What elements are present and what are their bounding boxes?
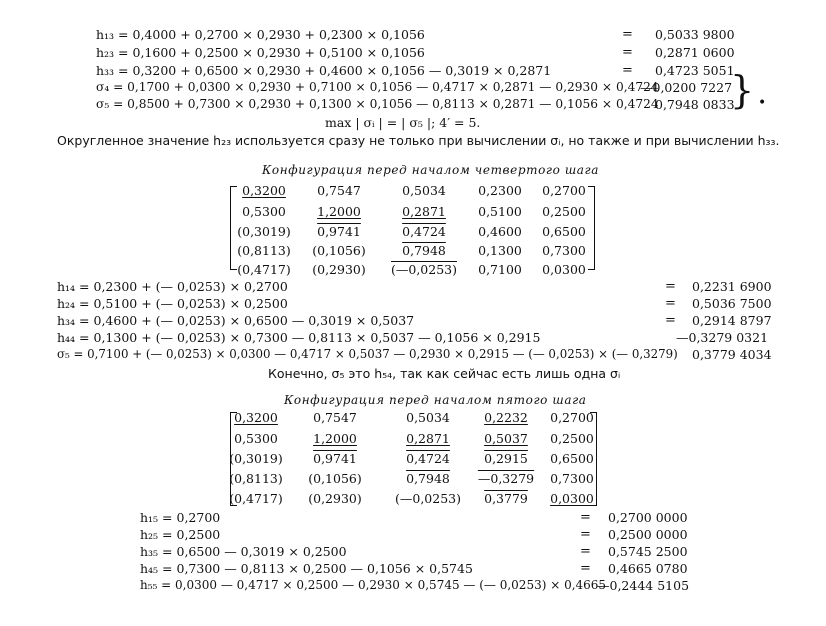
equation-value: 0,5745 2500	[608, 544, 688, 559]
matrix-cell: 0,3200	[242, 183, 286, 198]
equals-sign: =	[580, 510, 591, 525]
equation-value: 0,2231 6900	[692, 279, 772, 294]
equation-expr: h₁₅ = 0,2700	[140, 510, 221, 525]
matrix-cell: 0,2700	[542, 183, 586, 198]
equation-value: 0,5033 9800	[655, 27, 735, 42]
equation-expr: h₃₃ = 0,3200 + 0,6500 × 0,2930 + 0,4600 × 0,1056 — 0,3019 × 0,2871	[96, 63, 552, 78]
matrix-cell: 0,2232	[484, 410, 528, 425]
bullet-dot: •	[758, 95, 767, 111]
matrix-cell: 0,7100	[478, 262, 522, 277]
matrix-cell: 0,7547	[317, 183, 361, 198]
matrix-cell: 0,4600	[478, 224, 522, 239]
equation-value: 0,2914 8797	[692, 313, 772, 328]
matrix-cell: 0,2500	[550, 431, 594, 446]
matrix-cell: 0,9741	[313, 451, 357, 466]
matrix-cell: 1,2000	[317, 204, 361, 219]
equation-expr: h₂₅ = 0,2500	[140, 527, 221, 542]
equals-sign: =	[580, 544, 591, 559]
equals-sign: =	[622, 27, 633, 42]
matrix-cell: —0,3279	[477, 471, 535, 486]
equation-value: 0,5036 7500	[692, 296, 772, 311]
equals-sign: =	[665, 279, 676, 294]
max-line: max | σᵢ | = | σ₅ |; 4′ = 5.	[325, 115, 481, 130]
matrix-cell: 0,6500	[550, 451, 594, 466]
matrix-cell: (0,2930)	[312, 262, 366, 277]
matrix-cell: (0,8113)	[229, 471, 283, 486]
equation-expr: h₂₄ = 0,5100 + (— 0,0253) × 0,2500	[57, 296, 288, 311]
matrix-cell: (0,2930)	[308, 491, 362, 506]
matrix-cell: (0,1056)	[312, 243, 366, 258]
equation-value: 0,2700 0000	[608, 510, 688, 525]
matrix-cell: (0,4717)	[229, 491, 283, 506]
curly-brace: }	[730, 68, 755, 112]
matrix-cell: 0,2500	[542, 204, 586, 219]
matrix-cell: 0,7300	[550, 471, 594, 486]
matrix-cell: 0,9741	[317, 224, 361, 239]
equation-expr: h₂₃ = 0,1600 + 0,2500 × 0,2930 + 0,5100 × 0,1056	[96, 45, 425, 60]
equation-value: 0,2500 0000	[608, 527, 688, 542]
equation-expr: h₁₃ = 0,4000 + 0,2700 × 0,2930 + 0,2300 × 0,1056	[96, 27, 425, 42]
equation-expr: h₁₄ = 0,2300 + (— 0,0253) × 0,2700	[57, 279, 288, 294]
matrix-cell: 0,5034	[402, 183, 446, 198]
matrix-cell: (0,3019)	[229, 451, 283, 466]
equation-expr: h₃₄ = 0,4600 + (— 0,0253) × 0,6500 — 0,3019 × 0,5037	[57, 313, 415, 328]
matrix-cell: 0,2700	[550, 410, 594, 425]
equation-value: 0,4723 5051	[655, 63, 735, 78]
matrix-cell: 0,3200	[234, 410, 278, 425]
equation-expr: σ₅ = 0,7100 + (— 0,0253) × 0,0300 — 0,4717 × 0,5037 — 0,2930 × 0,2915 — (— 0,0253) × (— 0,3279)	[57, 347, 678, 361]
matrix-cell: 0,3779	[484, 491, 528, 506]
matrix-cell: (0,8113)	[237, 243, 291, 258]
matrix-cell: 1,2000	[313, 431, 357, 446]
matrix-cell: 0,1300	[478, 243, 522, 258]
matrix-cell: 0,5037	[484, 431, 528, 446]
matrix-cell: 0,2871	[402, 204, 446, 219]
matrix-cell: (—0,0253)	[395, 491, 461, 506]
equation-value: 0,3779 4034	[692, 347, 772, 362]
equation-expr: h₄₅ = 0,7300 — 0,8113 × 0,2500 — 0,1056 × 0,5745	[140, 561, 473, 576]
equation-value: 0,7948 0833	[655, 97, 735, 112]
matrix-cell: 0,7948	[402, 243, 446, 258]
matrix-cell: 0,5034	[406, 410, 450, 425]
matrix-cell: 0,0300	[542, 262, 586, 277]
equation-expr: h₄₄ = 0,1300 + (— 0,0253) × 0,7300 — 0,8113 × 0,5037 — 0,1056 × 0,2915	[57, 330, 541, 345]
equation-value: 0,2871 0600	[655, 45, 735, 60]
matrix-cell: 0,5300	[242, 204, 286, 219]
equation-value: 0,4665 0780	[608, 561, 688, 576]
matrix-cell: 0,0300	[550, 491, 594, 506]
equals-sign: =	[665, 313, 676, 328]
equation-expr: h₃₅ = 0,6500 — 0,3019 × 0,2500	[140, 544, 347, 559]
equation-expr: σ₅ = 0,8500 + 0,7300 × 0,2930 + 0,1300 × 0,1056 — 0,8113 × 0,2871 — 0,1056 × 0,4724	[96, 97, 659, 111]
equals-sign: =	[622, 63, 633, 78]
matrix-cell: 0,7948	[406, 471, 450, 486]
equals-sign: =	[580, 527, 591, 542]
equation-expr: h₅₅ = 0,0300 — 0,4717 × 0,2500 — 0,2930 × 0,5745 — (— 0,0253) × 0,4665	[140, 578, 607, 592]
equation-value: —0,0200 7227	[640, 80, 733, 95]
note-sigma5: Конечно, σ₅ это h₅₄, так как сейчас есть лишь одна σᵢ	[268, 366, 621, 381]
equation-value: —0,2444 5105	[597, 578, 690, 593]
matrix-cell: 0,4724	[402, 224, 446, 239]
matrix-cell: 0,2871	[406, 431, 450, 446]
matrix-cell: 0,5300	[234, 431, 278, 446]
matrix-cell: 0,7547	[313, 410, 357, 425]
caption-fifth-step: Конфигурация перед началом пятого шага	[284, 393, 587, 407]
matrix-cell: 0,2300	[478, 183, 522, 198]
matrix-cell: (0,1056)	[308, 471, 362, 486]
equals-sign: =	[665, 296, 676, 311]
matrix-cell: 0,2915	[484, 451, 528, 466]
equals-sign: =	[580, 561, 591, 576]
matrix-cell: 0,4724	[406, 451, 450, 466]
matrix-cell: (0,4717)	[237, 262, 291, 277]
caption-fourth-step: Конфигурация перед началом четвертого шага	[262, 163, 599, 177]
equation-expr: σ₄ = 0,1700 + 0,0300 × 0,2930 + 0,7100 × 0,1056 — 0,4717 × 0,2871 — 0,2930 × 0,4724	[96, 80, 659, 94]
matrix-cell: 0,5100	[478, 204, 522, 219]
matrix-cell: 0,7300	[542, 243, 586, 258]
note-rounded-value: Округленное значение h₂₃ используется сразу не только при вычислении σᵢ, но также и при вычислении h₃₃.	[57, 133, 780, 148]
matrix-cell: (0,3019)	[237, 224, 291, 239]
matrix-cell: (—0,0253)	[391, 262, 457, 277]
matrix-cell: 0,6500	[542, 224, 586, 239]
equals-sign: =	[622, 45, 633, 60]
equation-value: —0,3279 0321	[676, 330, 769, 345]
